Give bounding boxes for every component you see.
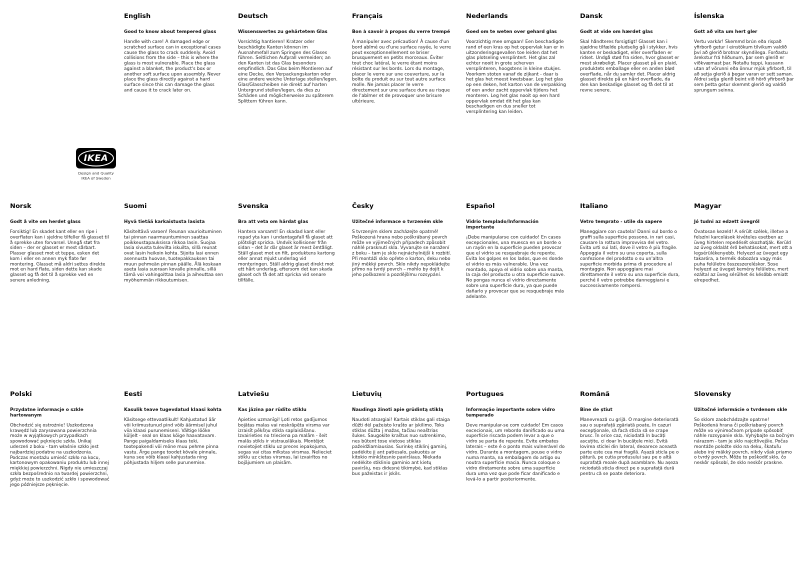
language-column-norsk bbox=[10, 203, 110, 283]
section-body: Handle with care! A damaged edge or scratched surface can in exceptional cases cause the glass to crack suddenly. Avoid collisions from the side – this is where the glass is most vulnerable. Place the glass against a blanket, the product's box or another soft surface upon assembly. Never place the glass directly against a hard surface since this can damage the glass and cause it to crack later on. bbox=[124, 39, 221, 94]
language-column-lietuviu bbox=[352, 391, 452, 477]
section-title: Užitočné informácie o tvrdenom skle bbox=[694, 407, 788, 413]
language-column-nederlands bbox=[466, 13, 566, 115]
section-body: Skal håndteres forsigtigt! Glasset kan i sjældne tilfælde pludselig gå i stykker, hvis kanten er beskadiget, eller overfladen er ridset. Undgå stød fra siden, hvor glasset er mest skrøbeligt. Placer glasset på en plaid, produktets emballage eller en anden blød overflade, når du samler det. Placer aldrig glasset direkte på en hård overflade, da den kan beskadige glasset og få det til at revne senere. bbox=[580, 39, 680, 94]
language-name: English bbox=[124, 12, 151, 20]
section-body: Vorsichtig hantieren! Kratzer oder beschädigte Kanten können im Ausnahmefall zum Springen des Glases führen. Seitlichen Aufprall vermeiden; an den Kanten ist das Glas besonders empfindlich. Das Glas beim Montieren auf eine Decke, den Verpackungskarton oder eine andere weiche Unterlage stellen/legen. Glas/Glasscheiben nie direkt auf harten Untergrund stellen/legen, da dies zu Schäden und möglicherweise zu späterem Splittern führen kann. bbox=[238, 39, 338, 104]
section-title: Wissenswertes zu gehärtetem Glas bbox=[238, 29, 328, 35]
language-column-magyar bbox=[694, 203, 794, 283]
section-body: Naudoti atsargiai! Kartais stiklas gali staiga dūžti dėl pažeisto krašto ar įskilimo. Toks stiklas dūžta į mažas, tačiau neaštrias šukes. Saugokite kraštus nuo sutrenkimo, nes būtent tose vietose stiklas pažeidžiamiausias. Surinkę stiklinį gaminį, padėkite jį ant patiesalo, pakuotės ar kitokio minkštesnio paviršiaus. Niekada nedėkite stiklinio gaminio ant kietų paviršių, nes didesnė tikimybė, kad stiklas bus pažeistas ir įskils. bbox=[352, 417, 450, 477]
section-title: Gott að vita um hert gler bbox=[694, 29, 758, 35]
language-name: Suomi bbox=[124, 202, 147, 210]
brand-tagline bbox=[76, 171, 116, 181]
section-body: Voorzichtig mee omgaan! Een beschadigde rand of een kras op het oppervlak kan er in uitzonderingsgevallen toe leiden dat het glas plotseling versplintert. Het glas zal echter nooit in grote scherven versplinteren, hoogstens in kleine stukjes. Voorkom stoten vanaf de zijkant - daar is het glas het meest kwetsbaar. Leg het glas op een deken, het karton van de verpakking of een ander zacht oppervlak tijdens het monteren. Leg het glas nooit op een hard oppervlak omdat dit het glas kan beschadigen en dus sneller tot versplintering kan leiden. bbox=[466, 39, 566, 115]
section-title: Jó tudni az edzett üvegről bbox=[694, 219, 760, 225]
language-column-english bbox=[124, 13, 224, 93]
section-title: Godt å vite om herdet glass bbox=[10, 219, 81, 225]
section-body: Forsiktig! En skadet kant eller en ripe i overflaten kan i sjeldne tilfeller få glasset til å sprekke uten forvarsel. Unngå støt fra siden – der er glasset er mest sårbart. Plasser glasset mot et teppe, esken det kom i eller en annen myk flate før montering. Glasset må aldri settes direkte mot en hard flate, siden dette kan skade glasset og få det til å sprekke ved en senere anledning. bbox=[10, 229, 109, 284]
section-title: Przydatne informacje o szkle hartowanym bbox=[10, 407, 84, 418]
language-name: Magyar bbox=[694, 202, 722, 210]
language-name: Deutsch bbox=[238, 12, 268, 20]
language-column-suomi bbox=[124, 203, 224, 283]
section-body: So sklom zaobchádzajte opatrne! Poškodená hrana či poškriabaný povrch môže vo výnimočnom prípade spôsobiť náhle rozsypanie skla. Vyhýbajte sa bočným nárazom - tam je sklo najcitlivejšie. Počas montáže položte sklo na deku, škatuľu alebo iný mäkký povrch, nikdy však priamo o tvrdý povrch. Môže to poškodiť sklo, čo neskôr spôsobí, že sklo neskôr praskne. bbox=[694, 417, 794, 466]
section-body: Obchodzić się ostrożnie! Uszkodzona krawędź lub zarysowana powierzchnia może w wyjątkowych przypadkach spowodować pęknięcie szkła. Unikaj uderzeń z boku - tam właśnie szkło jest najbardziej podatne na uszkodzenia. Podczas montażu umieść szkło na kocu, kartonowym opakowaniu produktu lub innej miękkiej powierzchni. Nigdy nie umieszczaj szkła bezpośrednio na twardej powierzchni, gdyż może to uszkodzić szkło i spowodować jego późniejsze pęknięcie. bbox=[10, 422, 110, 488]
language-name: Español bbox=[466, 202, 495, 210]
section-body: Deve manipular-se com cuidado! Em casos excecionais, um rebordo danificado ou uma superfície riscada podem levar a que o vidro se parta de repente. Evite embates laterais – este é o ponto mais vulnerável do vidro. Durante a montagem, pouse o vidro numa manta, na embalagem do artigo ou noutra superfície macia. Nunca coloque o vidro diretamente sobre uma superfície dura uma vez que pode ficar danificado e levá-lo a partir posteriormente. bbox=[466, 422, 565, 482]
section-title: Informação importante sobre vidro temperado bbox=[466, 407, 555, 418]
language-column-deutsch bbox=[238, 13, 338, 104]
language-column-portugues bbox=[466, 391, 566, 482]
section-body: Apieties uzmanīgi! Ļoti retos gadījumos bojātas malas vai noskrāpēta virsma var izraisīt pēkšņu stikla saplaisāšanu. Izvairieties no trieciena pa malām - šeit malās stikls ir vistrauslākais. Montējot novietojiet stiklu uz preces iepakojuma, segas vai citas mīkstas virsmas. Nelieciet stiklu uz cietas virsmas, lai izvairītos no bojājumiem un plaisām. bbox=[238, 417, 332, 466]
language-name: Svenska bbox=[238, 202, 269, 210]
section-title: Užitečné informace o tvrzeném skle bbox=[352, 219, 443, 225]
section-body: Manevrează cu grijă. O margine deteriorată sau o suprafață zgâriată poate, în cazuri excepționale, să facă sticla să se crape brusc. În orice caz, niciodată în bucăți ascuțite, ci doar în bucățele mici. Evită lovirea sticlei din lateral, deoarece această parte este cea mai fragilă. Așază sticla pe o pătură, pe cutia produsului sau pe o altă suprafață moale după asamblare. Nu așeza niciodată sticla direct pe o suprafață dură pentru că se poate deteriora. bbox=[580, 417, 679, 477]
language-column-cesky bbox=[352, 203, 452, 278]
section-title: Good to know about tempered glass bbox=[124, 29, 217, 35]
brand-tagline-line2: IKEA of Sweden bbox=[81, 176, 111, 181]
section-title: Kas jāzina par rūdīto stiklu bbox=[238, 407, 307, 413]
language-name: Nederlands bbox=[466, 12, 508, 20]
language-column-eesti bbox=[124, 391, 224, 466]
section-body: ¡Debe manipularse con cuidado! En casos excepcionales, una muesca en un borde o un rayón en la superficie pueden provocar que el vidrio se resquebraje de repente. Evita los golpes en los lados, que es donde el vidrio es más vulnerable. Una vez montado, apoya el vidrio sobre una manta, la caja del producto u otra superficie suave. No pongas nunca el vidrio directamente sobre una superficie dura, ya que puede dañarlo y provocar que se resquebraje más adelante. bbox=[466, 234, 565, 300]
language-column-svenska bbox=[238, 203, 338, 283]
language-name: Portugues bbox=[466, 390, 504, 398]
language-name: Dansk bbox=[580, 12, 603, 20]
language-name: Română bbox=[580, 390, 610, 398]
section-body: S tvrzeným sklem zacházejte opatrně! Poškozená hrana nebo poškrábaný povrch může ve výjimečných případech způsobit náhlé prasknutí skla. Vyvarujte se naražení z boku – tam je sklo nejnáchylnější k rozbití. Při montáži sklo opřete o karton, deku nebo jiný měkký povrch. Sklo nikdy nepokládejte přímo na tvrdý povrch – mohlo by dojít k jeho poškození a pozdějšímu rozsypání. bbox=[352, 229, 452, 278]
language-name: Česky bbox=[352, 202, 374, 210]
section-title: Goed om te weten over gehard glas bbox=[466, 29, 557, 35]
language-name: Latviešu bbox=[238, 390, 270, 398]
section-title: Vidrio templado/Información importante bbox=[466, 219, 539, 230]
section-title: Bon à savoir à propos du verre trempé bbox=[352, 29, 451, 35]
section-title: Bra att veta om härdat glas bbox=[238, 219, 309, 225]
language-column-polski bbox=[10, 391, 110, 488]
language-column-dansk bbox=[580, 13, 680, 93]
section-body: Käsiteltävä varoen! Reunan vaurioituminen tai pinnan naarmuuntuminen saattaa poikkeustapauksissa rikkoa lasin. Suojaa lasia sivusta tulevilta iskuilta, sillä reunat ovat lasin heikoin kohta. Sijoita lasi ennen asennusta huovan, tuotepakkauksen tai muun pehmeän pinnan päälle. Älä koskaan aseta lasia suoraan kovalle pinnalle, sillä tämä voi vahingoittaa lasia ja aiheuttaa sen myöhemmän rikkoutumisen. bbox=[124, 229, 224, 284]
language-column-espanol bbox=[466, 203, 566, 300]
section-title: Vetro temprato - utile da sapere bbox=[580, 219, 663, 225]
ikea-logo bbox=[76, 148, 116, 169]
section-body: Vertu varkár! Skemmd brún eða rispað yfirborð getur í einstökum tilvikum valdið því að glerið brotnar skyndilega. Forðastu árekstur frá hliðunum, þar sem glerið er viðkvæmast þar. Notaðu teppi, kassann utan af vörunni eða önnur mjúk yfirborð, til að setja glerið á þegar varan er sett saman. Aldrei setja glerið beint við hörð yfirborð þar sem þetta getur skemmt glerið og valdið sprungum seinna. bbox=[694, 39, 794, 94]
language-column-francais bbox=[352, 13, 452, 104]
language-name: Norsk bbox=[10, 202, 32, 210]
brand-tagline-line1: Design and Quality bbox=[78, 171, 114, 176]
section-title: Naudinga žinoti apie grūdintą stiklą bbox=[352, 407, 444, 413]
language-name: Slovensky bbox=[694, 390, 732, 398]
section-body: Maneggiare con cautela! Danni sul bordo o graffi sulla superficie possono, in rari casi, causare la rottura improvvisa del vetro. Evita urti sui lati, dove il vetro è più fragile. Appoggia il vetro su una coperta, sulla confezione del prodotto o su un'altra superficie morbida prima di procedere al montaggio. Non appoggiare mai direttamente il vetro su una superficie dura, perché il vetro potrebbe danneggiarsi e successivamente rompersi. bbox=[580, 229, 680, 289]
language-name: Eesti bbox=[124, 390, 143, 398]
section-body: À manipuler avec précaution! À cause d'un bord abîmé ou d'une surface rayée, le verre peut exceptionnellement se briser brusquement en petits morceaux. Éviter tout choc latéral, le verre étant moins résistant sur les bords. Lors du montage, placer le verre sur une couverture, sur la boîte du produit ou sur tout autre surface molle. Ne jamais placer le verre directement sur une surface dure au risque de l'abîmer et de provoquer une brisure ultérieure. bbox=[352, 39, 452, 104]
language-column-latviesu bbox=[238, 391, 338, 466]
language-column-romana bbox=[580, 391, 680, 477]
language-name: Polski bbox=[10, 390, 32, 398]
language-name: Italiano bbox=[580, 202, 608, 210]
language-name: Íslenska bbox=[694, 12, 725, 20]
section-title: Bine de știut bbox=[580, 407, 613, 413]
language-name: Français bbox=[352, 12, 383, 20]
language-column-islenska bbox=[694, 13, 794, 93]
section-title: Hyvä tietää karkaistusta lasista bbox=[124, 219, 205, 225]
section-body: Óvatosan kezeld! A sérült szélek, illetve a felszíni karcolások kivételes esetben az üveg hirtelen repedését okozhatják. Kerüld az üveg oldalát érő behatásokat, mert ott a legsérülékenyebb. Helyezd az üveget egy takaróra, a termék dobozára vagy más puha felületre összeszereléskor. Sose helyezd az üveget kemény felületre, mert ezáltal az üveg sérülhet és később emiatt elrepedhet. bbox=[694, 229, 793, 284]
language-column-italiano bbox=[580, 203, 680, 289]
section-title: Godt at vide om hærdet glas bbox=[580, 29, 653, 35]
section-body: Hantera varsamt! En skadad kant eller repad yta kan i undantagsfall få glaset att plötsligt spricka. Undvik kollisioner från sidan – det är där glaset är mest ömtåligt. Ställ glaset mot en filt, produktens kartong eller annat mjukt underlag vid monteringen. Ställ aldrig glaset direkt mot ett hårt underlag, eftersom det kan skada glaset och få det att spricka vid senare tillfälle. bbox=[238, 229, 335, 284]
section-title: Kasulik teave tugevdatud klaasi kohta bbox=[124, 407, 222, 413]
section-body: Käsitsege ettevaatlikult! Kahjustatud äär või kriimustunud pind võib äärmisel juhul viia klaasi purunemiseni. Vältige lööke küljelt - seal on klaas kõige haavatavam. Pange paigaldamiseks klaas teki, tootepakendi või mõne muu pehme pinna vastu. Ärge pange toodet kõvale pinnale, kuna see võib klaasi kahjustada ning põhjustada hiljem selle purunemise. bbox=[124, 417, 219, 466]
language-name: Lietuvių bbox=[352, 390, 382, 398]
language-column-slovensky bbox=[694, 391, 794, 466]
ikea-logo-block bbox=[76, 148, 121, 181]
ikea-logo-text: IKEA bbox=[83, 153, 109, 164]
